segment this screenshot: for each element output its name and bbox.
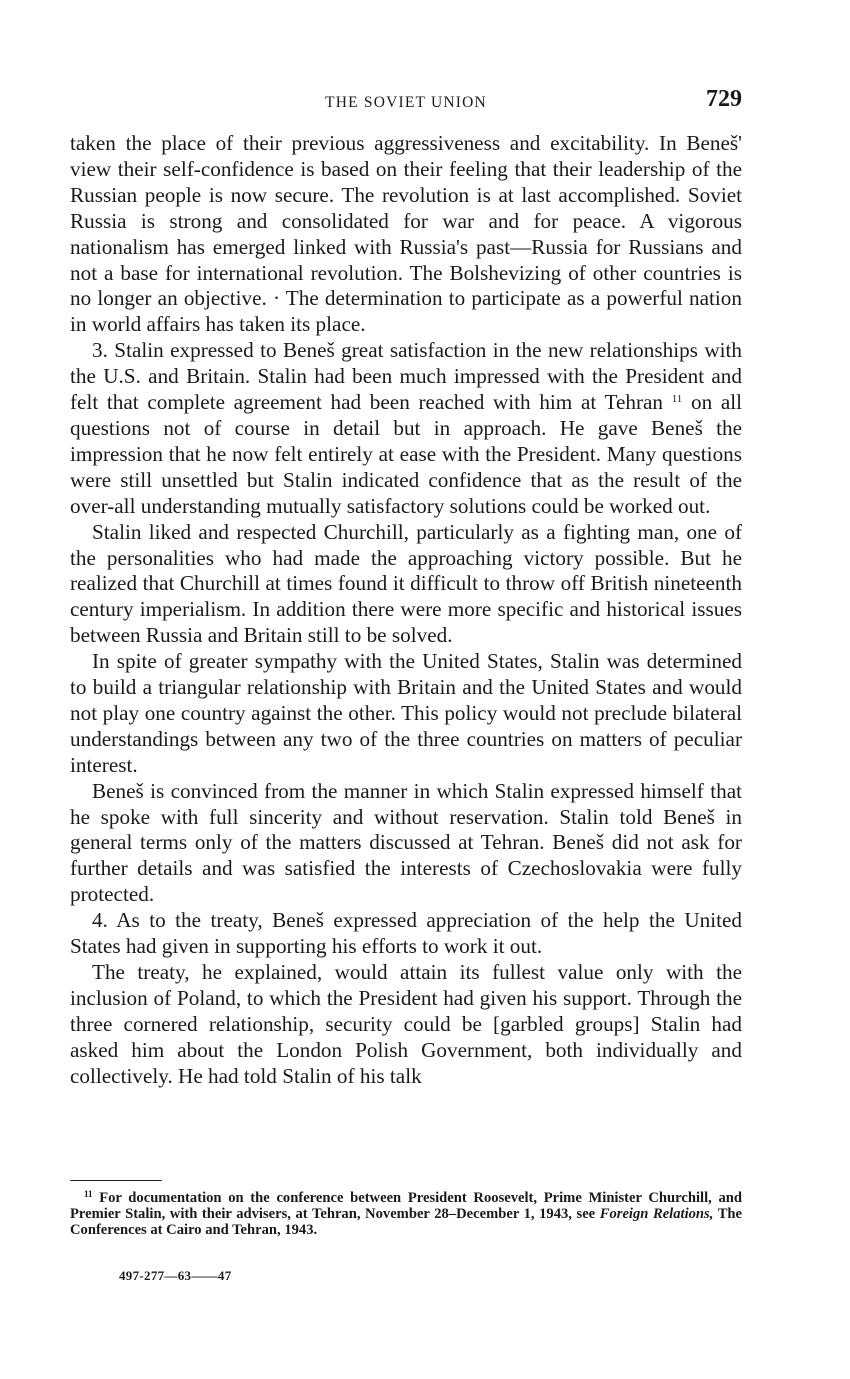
page-header	[70, 86, 742, 118]
footnote-text: For documentation on the conference between President Roosevelt, Prime Minister Churchill, and Premier Stalin, with their advisers, at Tehran, November 28–December 1, 1943, see	[70, 1190, 742, 1223]
paragraph-text: taken the place of their previous aggressiveness and excitability. In Beneš' view their self-confidence is based on their feeling that their leadership of the Russian people is now secure. The revolution is at last accomplished. Soviet Russia is strong and consolidated for war and for peace. A vigorous nationalism has emerged linked with Russia's past—Russia for Russians and not a base for international revolution. The Bolshevizing of other countries is no longer an objective. · The determination to participate as a powerful nation in world affairs has taken its place.	[70, 131, 742, 337]
running-head: THE SOVIET UNION	[325, 94, 487, 111]
paragraph-continuation	[70, 131, 742, 338]
paragraph-triangular-relationship	[70, 649, 742, 779]
footnote-publication-title: Foreign Relations,	[599, 1206, 714, 1223]
paragraph-churchill	[70, 520, 742, 650]
footnote-divider	[70, 1180, 162, 1181]
body-text	[70, 131, 742, 1090]
footnote-text: The Conferences at Cairo and Tehran, 1943.	[70, 1206, 743, 1239]
paragraph-text: Beneš is convinced from the manner in which Stalin expressed himself that he spoke with full sincerity and without reservation. Stalin told Beneš in general terms only of the matters discussed at Tehran. Beneš did not ask for further details and was satisfied the interests of Czechoslovakia were fully protected.	[70, 778, 742, 907]
paragraph-treaty	[70, 960, 742, 1090]
page-number: 729	[706, 86, 742, 112]
paragraph-text: on all questions not of course in detail but in approach. He gave Beneš the impression that he now felt entirely at ease with the President. Many questions were still unsettled but Stalin indicated confidence that as the result of the over-all understanding mutually satisfactory solutions could be worked out.	[70, 390, 742, 518]
footnote	[70, 1190, 742, 1239]
paragraph-text: In spite of greater sympathy with the United States, Stalin was determined to build a triangular relationship with Britain and the United States and would not play one country against the other. This policy would not preclude bilateral understandings between any two of the three countries on matters of peculiar interest.	[70, 649, 742, 777]
paragraph-sincerity	[70, 779, 742, 909]
paragraph-text: Stalin liked and respected Churchill, particularly as a fighting man, one of the personalities who had made the approaching victory possible. But he realized that Churchill at times found it difficult to throw off British nineteenth century imperialism. In addition there were more specific and historical issues between Russia and Britain still to be solved.	[70, 519, 742, 648]
paragraph-point-3	[70, 338, 742, 519]
footnote-marker: 11	[84, 1189, 93, 1199]
paragraph-point-4	[70, 908, 742, 960]
paragraph-text: 3. Stalin expressed to Beneš great satisfaction in the new relationships with the U.S. and Britain. Stalin had been much impressed with the President and felt that complete agreement had been reached with him at Tehran	[70, 338, 742, 415]
print-code: 497-277—63——47	[119, 1268, 232, 1283]
footnote-reference: 11	[671, 393, 683, 406]
paragraph-text: 4. As to the treaty, Beneš expressed appreciation of the help the United States had given in supporting his efforts to work it out.	[70, 908, 742, 959]
paragraph-text: The treaty, he explained, would attain its fullest value only with the inclusion of Poland, to which the President had given his support. Through the three cornered relationship, security could be [garbled groups] Stalin had asked him about the London Polish Government, both individually and collectively. He had told Stalin of his talk	[70, 960, 742, 1088]
